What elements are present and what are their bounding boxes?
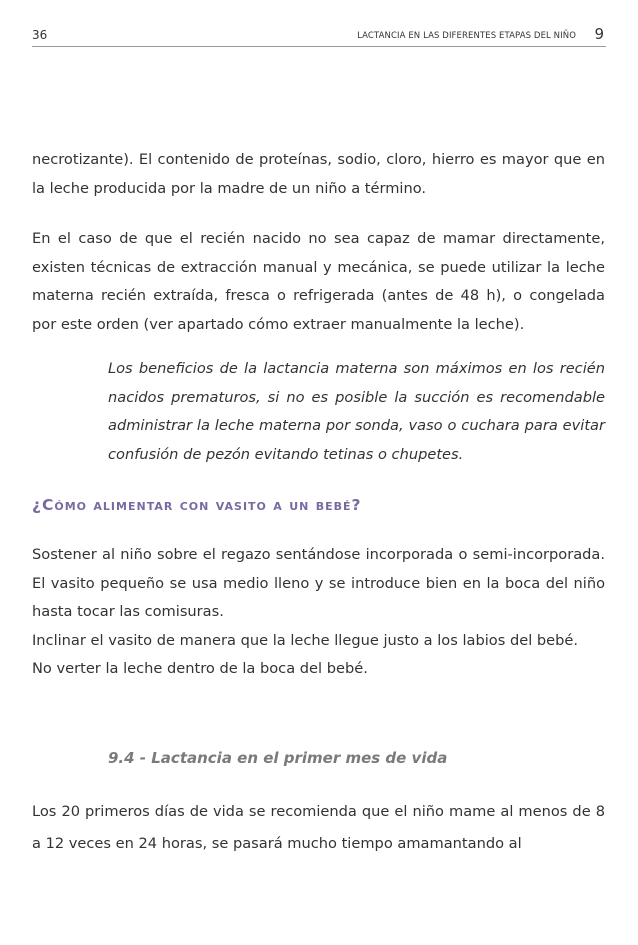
chapter-number: 9 bbox=[594, 25, 604, 43]
highlighted-quote: Los beneficios de la lactancia materna son máximos en los recién nacidos prematuros, si no es posible la succión es recomendable administrar la leche materna por sonda, vaso o cuchara para evitar confusión de pezón evitando tetinas o chupetes. bbox=[108, 360, 605, 463]
running-title: LACTANCIA EN LAS DIFERENTES ETAPAS DEL NIÑO bbox=[357, 31, 576, 41]
page-number: 36 bbox=[32, 28, 48, 42]
subsection-heading: 9.4 - Lactancia en el primer mes de vida bbox=[108, 748, 448, 767]
paragraph-4: Inclinar el vasito de manera que la leche llegue justo a los labios del bebé. bbox=[32, 631, 579, 649]
paragraph-3: Sostener al niño sobre el regazo sentándose incorporada o semi-incorporada. El vasito pequeño se usa medio lleno y se introduce bien en la boca del niño hasta tocar las comisuras. bbox=[32, 546, 605, 620]
paragraph-6: Los 20 primeros días de vida se recomienda que el niño mame al menos de 8 a 12 veces en 24 horas, se pasará mucho tiempo amamantando al bbox=[32, 802, 605, 852]
paragraph-1: necrotizante). El contenido de proteínas, sodio, cloro, hierro es mayor que en la leche producida por la madre de un niño a término. bbox=[32, 151, 605, 197]
page-content bbox=[32, 146, 605, 860]
paragraph-5: No verter la leche dentro de la boca del bebé. bbox=[32, 660, 368, 677]
paragraph-2: En el caso de que el recién nacido no sea capaz de mamar directamente, existen técnicas de extracción manual y mecánica, se puede utilizar la leche materna recién extraída, fresca o refrigerada (antes de 48 h), o congelada por este orden (ver apartado cómo extraer manualmente la leche). bbox=[32, 230, 605, 333]
page-header bbox=[32, 24, 606, 47]
section-heading: ¿Cómo alimentar con vasito a un bebé? bbox=[32, 496, 362, 514]
